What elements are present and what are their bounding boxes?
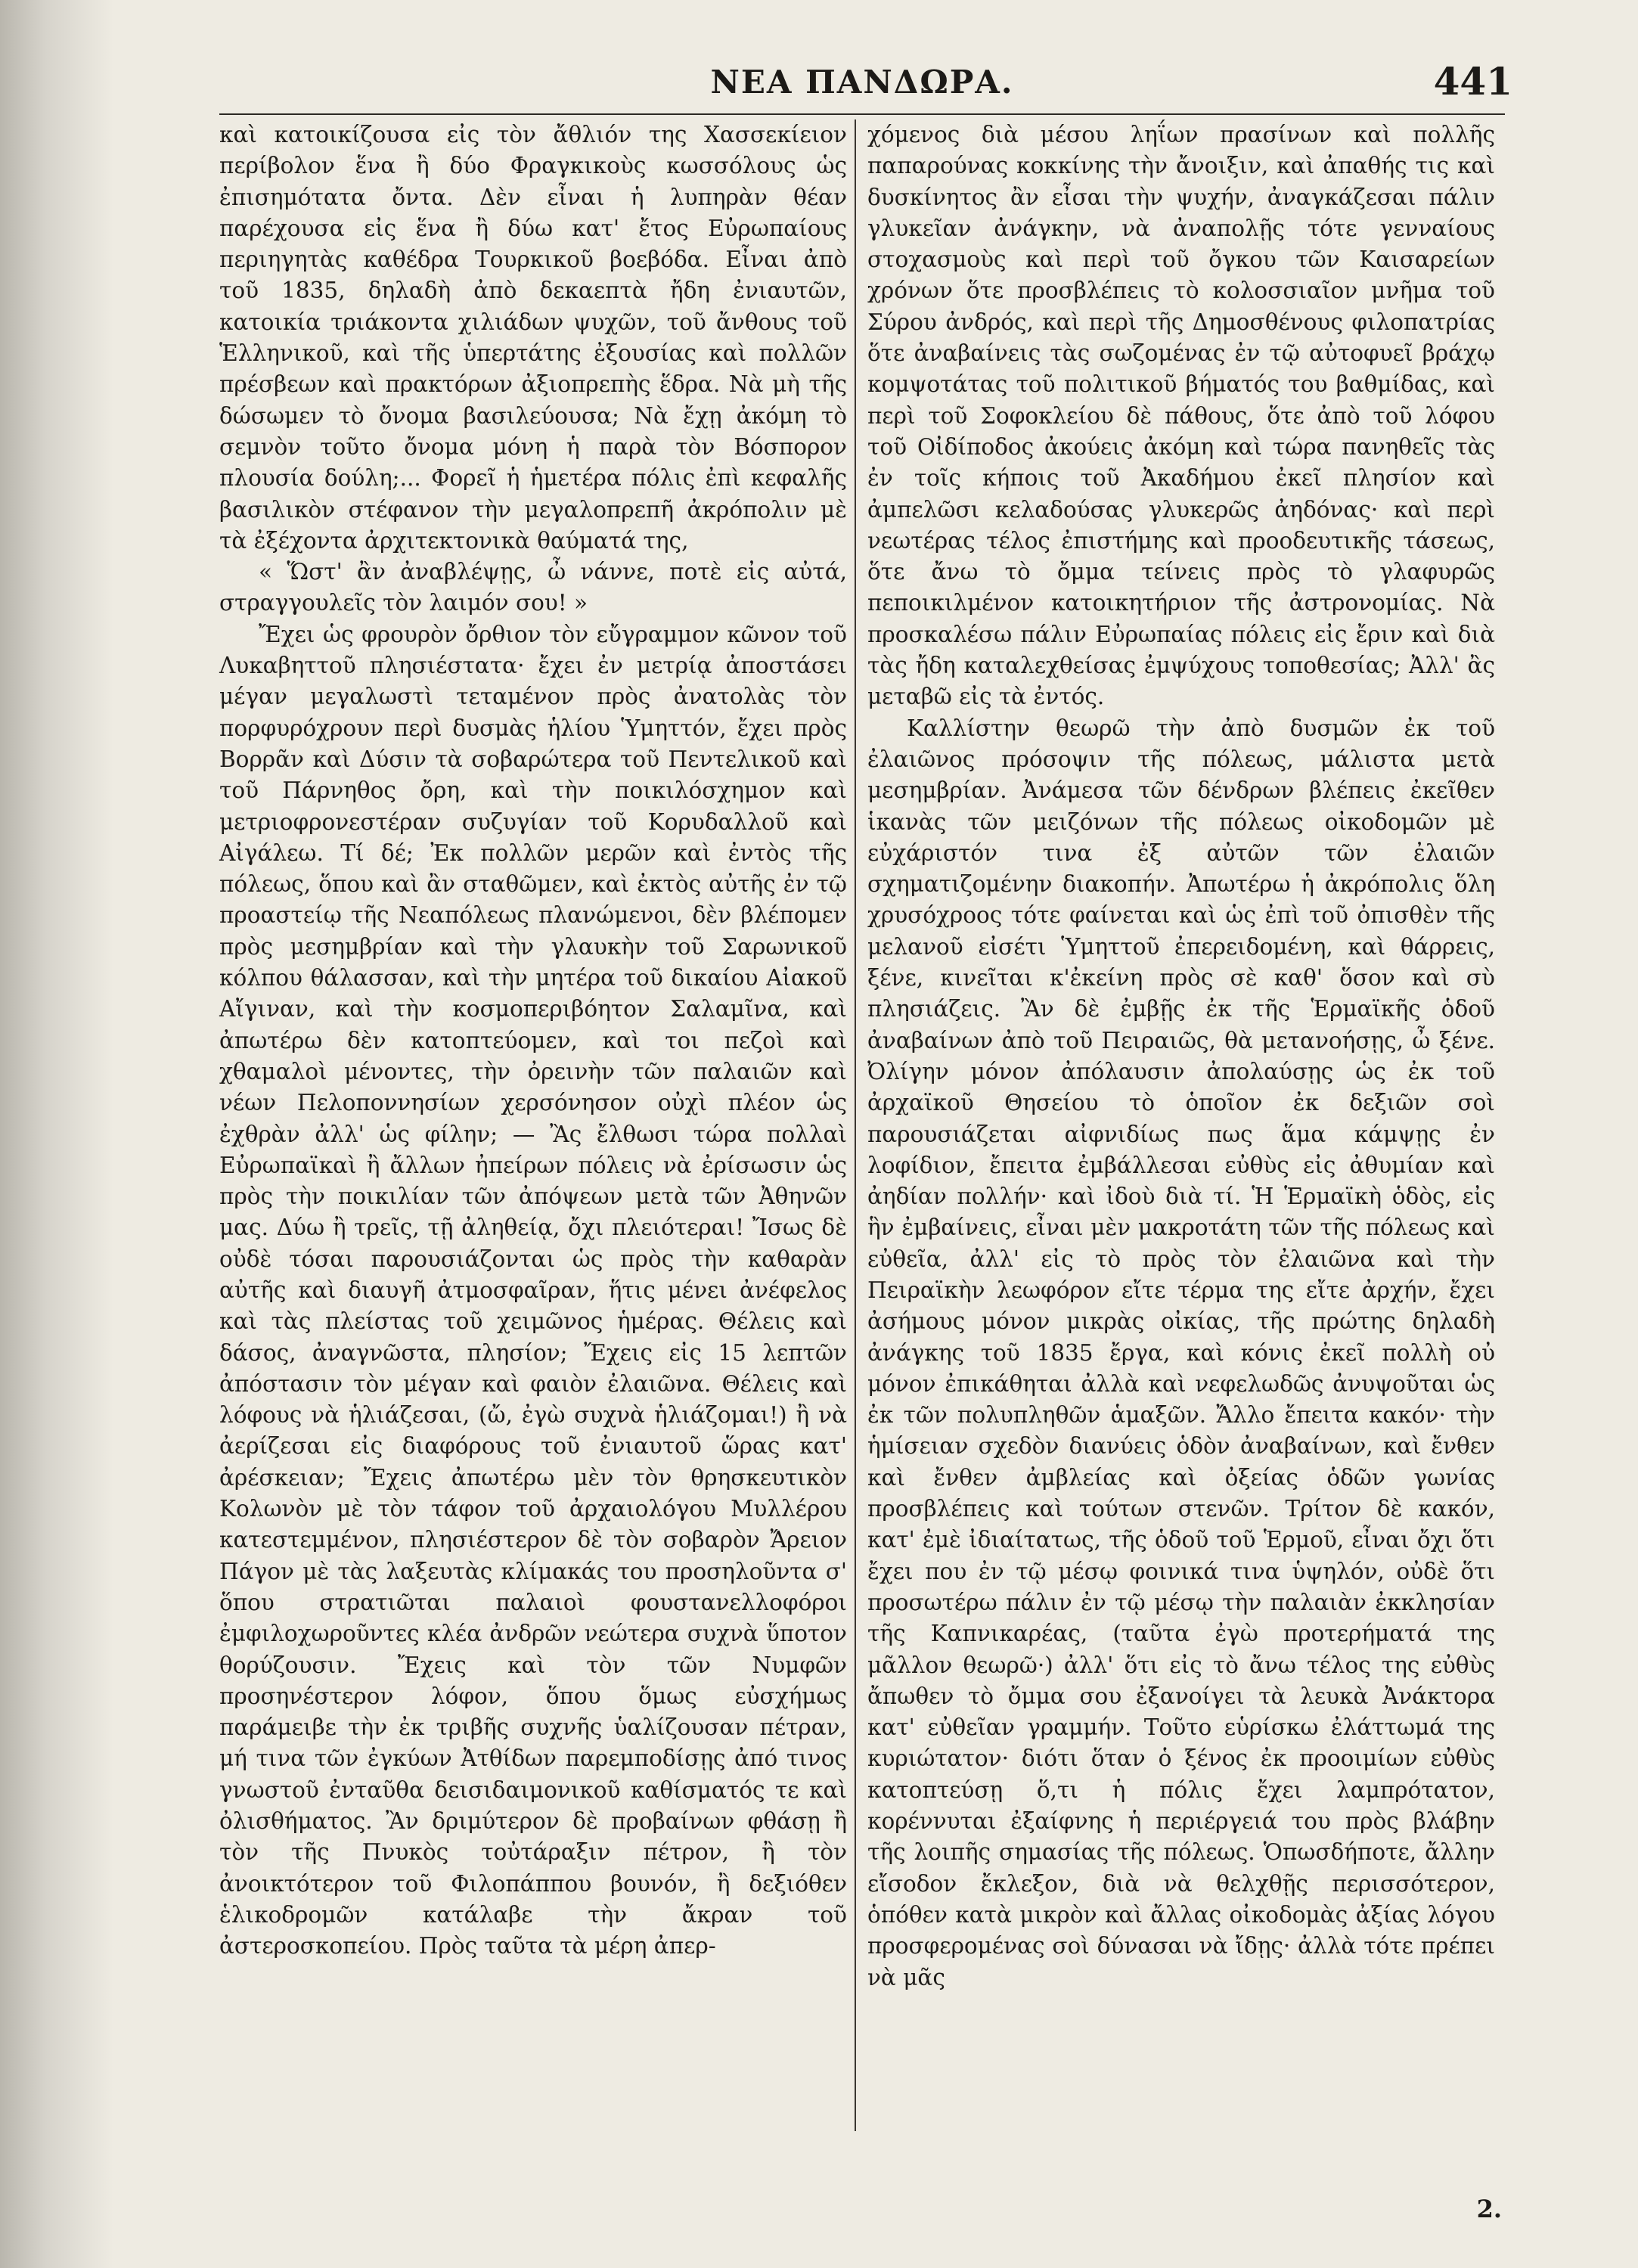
left-column bbox=[219, 119, 847, 1962]
left-paragraph-1: καὶ κατοικίζουσα εἰς τὸν ἄθλιόν της Χασσεκίειον περίβολον ἕνα ἢ δύο Φραγκικοὺς κωσσόλους ὡς ἐπισημότατα ὄντα. Δὲν εἶναι ἡ λυπηρὰν θέαν παρέχουσα εἰς ἕνα ἢ δύω κατ' ἔτος Εὐρωπαίους περιηγητὰς καθέδρα Τουρκικοῦ βοεβόδα. Εἶναι ἀπὸ τοῦ 1835, δηλαδὴ ἀπὸ δεκαεπτὰ ἤδη ἐνιαυτῶν, κατοικία τριάκοντα χιλιάδων ψυχῶν, τοῦ ἄνθους τοῦ Ἑλληνικοῦ, καὶ τῆς ὑπερτάτης ἐξουσίας καὶ πολλῶν πρέσβεων καὶ πρακτόρων ἀξιοπρεπὴς ἕδρα. Νὰ μὴ τῆς δώσωμεν τὸ ὄνομα βασιλεύουσα; Νὰ ἔχῃ ἀκόμη τὸ σεμνὸν τοῦτο ὄνομα μόνη ἡ παρὰ τὸν Βόσπορον πλουσία δούλη;... Φορεῖ ἡ ἡμετέρα πόλις ἐπὶ κεφαλῆς βασιλικὸν στέφανον τὴν μεγαλοπρεπῆ ἀκρόπολιν μὲ τὰ ἐξέχοντα ἀρχιτεκτονικὰ θαύματά της, bbox=[219, 122, 847, 554]
signature-mark: 2. bbox=[1476, 2195, 1502, 2223]
left-paragraph-3: Ἔχει ὡς φρουρὸν ὄρθιον τὸν εὔγραμμον κῶνον τοῦ Λυκαβηττοῦ πλησιέστατα· ἔχει ἐν μετρίᾳ ἀποστάσει μέγαν μεγαλωστὶ τεταμένον πρὸς ἀνατολὰς τὸν πορφυρόχρουν περὶ δυσμὰς ἡλίου Ὑμηττόν, ἔχει πρὸς Βορρᾶν καὶ Δύσιν τὰ σοβαρώτερα τοῦ Πεντελικοῦ καὶ τοῦ Πάρνηθος ὄρη, καὶ τὴν ποικιλόσχημον καὶ μετριοφρονεστέραν συζυγίαν τοῦ Κορυδαλλοῦ καὶ Αἰγάλεω. Τί δέ; Ἐκ πολλῶν μερῶν καὶ ἐντὸς τῆς πόλεως, ὅπου καὶ ἂν σταθῶμεν, καὶ ἐκτὸς αὐτῆς ἐν τῷ προαστείῳ τῆς Νεαπόλεως πλανώμενοι, δὲν βλέπομεν πρὸς μεσημβρίαν καὶ τὴν γλαυκὴν τοῦ Σαρωνικοῦ κόλπου θάλασσαν, καὶ τὴν μητέρα τοῦ δικαίου Αἰακοῦ Αἴγιναν, καὶ τὴν κοσμοπεριβόητον Σαλαμῖνα, καὶ ἀπωτέρω δὲν κατοπτεύομεν, καὶ τοι πεζοὶ καὶ χθαμαλοὶ μένοντες, τὴν ὀρεινὴν τῶν παλαιῶν καὶ νέων Πελοποννησίων χερσόνησον οὐχὶ πλέον ὡς ἐχθρὰν ἀλλ' ὡς φίλην; — Ἂς ἔλθωσι τώρα πολλαὶ Εὐρωπαϊκαὶ ἢ ἄλλων ἠπείρων πόλεις νὰ ἐρίσωσιν ὡς πρὸς τὴν ποικιλίαν τῶν ἀπόψεων μετὰ τῶν Ἀθηνῶν μας. Δύω ἢ τρεῖς, τῇ ἀληθείᾳ, ὄχι πλειότεραι! Ἴσως δὲ οὐδὲ τόσαι παρουσιάζονται ὡς πρὸς τὴν καθαρὰν αὐτῆς καὶ διαυγῆ ἀτμοσφαῖραν, ἥτις μένει ἀνέφελος καὶ τὰς πλείστας τοῦ χειμῶνος ἡμέρας. Θέλεις καὶ δάσος, ἀναγνῶστα, πλησίον; Ἔχεις εἰς 15 λεπτῶν ἀπόστασιν τὸν μέγαν καὶ φαιὸν ἐλαιῶνα. Θέλεις καὶ λόφους νὰ ἡλιάζεσαι, (ὤ, ἐγὼ συχνὰ ἡλιάζομαι!) ἢ νὰ ἀερίζεσαι εἰς διαφόρους τοῦ ἐνιαυτοῦ ὥρας κατ' ἀρέσκειαν; Ἔχεις ἀπωτέρω μὲν τὸν θρησκευτικὸν Κολωνὸν μὲ τὸν τάφον τοῦ ἀρχαιολόγου Μυλλέρου κατεστεμμένον, πλησιέστερον δὲ τὸν σοβαρὸν Ἄρειον Πάγον μὲ τὰς λαξευτὰς κλίμακάς του προσηλοῦντα σ' ὅπου στρατιῶται παλαιοὶ φουστανελλοφόροι ἐμφιλοχωροῦντες κλέα ἀνδρῶν νεώτερα συχνὰ ὕποτον θορύζουσιν. Ἔχεις καὶ τὸν τῶν Νυμφῶν προσηνέστερον λόφον, ὅπου ὅμως εὐσχήμως παράμειβε τὴν ἐκ τριβῆς συχνῆς ὑαλίζουσαν πέτραν, μή τινα τῶν ἐγκύων Ἀτθίδων παρεμποδίσῃς ἀπό τινος γνωστοῦ ἐνταῦθα δεισιδαιμονικοῦ καθίσματός τε καὶ ὀλισθήματος. Ἂν δριμύτερον δὲ προβαίνων φθάσῃ ἢ τὸν τῆς Πνυκὸς τοὐτάραξιν πέτρον, ἢ τὸν ἀνοικτότερον τοῦ Φιλοπάππου βουνόν, ἢ δεξιόθεν ἑλικοδρομῶν κατάλαβε τὴν ἄκραν τοῦ ἀστεροσκοπείου. Πρὸς ταῦτα τὰ μέρη ἀπερ- bbox=[219, 621, 847, 1959]
running-title: ΝΕΑ ΠΑΝΔΩΡΑ. bbox=[710, 64, 1014, 101]
right-paragraph-1: χόμενος διὰ μέσου ληΐων πρασίνων καὶ πολλῆς παπαρούνας κοκκίνης τὴν ἄνοιξιν, καὶ ἀπαθής τις καὶ δυσκίνητος ἂν εἶσαι τὴν ψυχήν, ἀναγκάζεσαι πάλιν γλυκεῖαν ἀνάγκην, νὰ ἀναπολῇς τότε γενναίους στοχασμοὺς καὶ περὶ τοῦ ὄγκου τῶν Καισαρείων χρόνων ὅτε προσβλέπεις τὸ κολοσσιαῖον μνῆμα τοῦ Σύρου ἀνδρός, καὶ περὶ τῆς Δημοσθένους φιλοπατρίας ὅτε ἀναβαίνεις τὰς σωζομένας ἐν τῷ αὐτοφυεῖ βράχῳ κομψοτάτας τοῦ πολιτικοῦ βήματός του βαθμίδας, καὶ περὶ τοῦ Σοφοκλείου δὲ πάθους, ὅτε ἀπὸ τοῦ λόφου τοῦ Οἰδίποδος ἀκούεις ἀκόμη καὶ τώρα πανηθεῖς τὰς ἐν τοῖς κήποις τοῦ Ἀκαδήμου ἐκεῖ πλησίον καὶ ἀμπελῶσι κελαδούσας γλυκερῶς ἀηδόνας· καὶ περὶ νεωτέρας τέλος ἐπιστήμης καὶ προοδευτικῆς τάσεως, ὅτε ἄνω τὸ ὄμμα τείνεις πρὸς τὸ γλαφυρῶς πεποικιλμένον κατοικητήριον τῆς ἀστρονομίας. Νὰ προσκαλέσω πάλιν Εὐρωπαίας πόλεις εἰς ἔριν καὶ διὰ τὰς ἤδη καταλεχθείσας ἐμψύχους τοποθεσίας; Ἀλλ' ἂς μεταβῶ εἰς τὰ ἐντός. bbox=[867, 122, 1495, 710]
page-binding-shadow bbox=[0, 0, 113, 2268]
column-divider bbox=[855, 119, 856, 2131]
header-rule bbox=[219, 113, 1505, 115]
page-header bbox=[219, 59, 1512, 109]
right-paragraph-2: Καλλίστην θεωρῶ τὴν ἀπὸ δυσμῶν ἐκ τοῦ ἐλαιῶνος πρόσοψιν τῆς πόλεως, μάλιστα μετὰ μεσημβρίαν. Ἀνάμεσα τῶν δένδρων βλέπεις ἐκεῖθεν ἱκανὰς τῶν μειζόνων τῆς πόλεως οἰκοδομῶν μὲ εὐχάριστόν τινα ἐξ αὐτῶν τῶν ἐλαιῶν σχηματιζομένην διακοπήν. Ἀπωτέρω ἡ ἀκρόπολις ὅλη χρυσόχροος τότε φαίνεται καὶ ὡς ἐπὶ τοῦ ὀπισθὲν τῆς μελανοῦ εἰσέτι Ὑμηττοῦ ἐπερειδομένη, καὶ θάρρεις, ξένε, κινεῖται κ'ἐκείνη πρὸς σὲ καθ' ὅσον καὶ σὺ πλησιάζεις. Ἂν δὲ ἐμβῇς ἐκ τῆς Ἑρμαϊκῆς ὁδοῦ ἀναβαίνων ἀπὸ τοῦ Πειραιῶς, θὰ μετανοήσῃς, ὦ ξένε. Ὀλίγην μόνον ἀπόλαυσιν ἀπολαύσῃς ὡς ἐκ τοῦ ἀρχαϊκοῦ Θησείου τὸ ὁποῖον ἐκ δεξιῶν σοὶ παρουσιάζεται αἰφνιδίως πως ἅμα κάμψῃς ἐν λοφίδιον, ἔπειτα ἐμβάλλεσαι εὐθὺς εἰς ἀθυμίαν καὶ ἀηδίαν πολλήν· καὶ ἰδοὺ διὰ τί. Ἡ Ἑρμαϊκὴ ὁδὸς, εἰς ἣν ἐμβαίνεις, εἶναι μὲν μακροτάτη τῶν τῆς πόλεως καὶ εὐθεῖα, ἀλλ' εἰς τὸ πρὸς τὸν ἐλαιῶνα καὶ τὴν Πειραϊκὴν λεωφόρον εἴτε τέρμα της εἴτε ἀρχήν, ἔχει ἀσήμους μόνον μικρὰς οἰκίας, τῆς πρώτης δηλαδὴ ἀνάγκης τοῦ 1835 ἔργα, καὶ κόνις ἐκεῖ πολλὴ οὐ μόνον ἐπικάθηται ἀλλὰ καὶ νεφελωδῶς ἀνυψοῦται ὡς ἐκ τῶν πολυπληθῶν ἁμαξῶν. Ἄλλο ἔπειτα κακόν· τὴν ἡμίσειαν σχεδὸν διανύεις ὁδὸν ἀναβαίνων, καὶ ἔνθεν καὶ ἔνθεν ἀμβλείας καὶ ὀξείας ὁδῶν γωνίας προσβλέπεις καὶ τούτων στενῶν. Τρίτον δὲ κακόν, κατ' ἐμὲ ἰδιαίτατως, τῆς ὁδοῦ τοῦ Ἑρμοῦ, εἶναι ὄχι ὅτι ἔχει που ἐν τῷ μέσῳ φοινικά τινα ὑψηλόν, οὐδὲ ὅτι προσωτέρω πάλιν ἐν τῷ μέσῳ τὴν παλαιὰν ἐκκλησίαν τῆς Καπνικαρέας, (ταῦτα ἐγὼ προτερήματά της μᾶλλον θεωρῶ·) ἀλλ' ὅτι εἰς τὸ ἄνω τέλος της εὐθὺς ἄπωθεν τὸ ὄμμα σου ἐξανοίγει τὰ λευκὰ Ἀνάκτορα κατ' εὐθεῖαν γραμμήν. Τοῦτο εὑρίσκω ἐλάττωμά της κυριώτατον· διότι ὅταν ὁ ξένος ἐκ προοιμίων εὐθὺς κατοπτεύσῃ ὅ,τι ἡ πόλις ἔχει λαμπρότατον, κορέννυται ἐξαίφνης ἡ περιέργειά του πρὸς βλάβην τῆς λοιπῆς σημασίας τῆς πόλεως. Ὁπωσδήποτε, ἄλλην εἴσοδον ἔκλεξον, διὰ νὰ θελχθῇς περισσότερον, ὁπόθεν κατὰ μικρὸν καὶ ἄλλας οἰκοδομὰς ἀξίας λόγου προσφερομένας σοὶ δύνασαι νὰ ἴδῃς· ἀλλὰ τότε πρέπει νὰ μᾶς bbox=[867, 715, 1495, 1990]
page-number: 441 bbox=[1433, 59, 1512, 104]
left-paragraph-quote: « Ὥστ' ἂν ἀναβλέψῃς, ὦ νάννε, ποτὲ εἰς αὐτά, στραγγουλεῖς τὸν λαιμόν σου! » bbox=[219, 559, 847, 616]
right-column bbox=[867, 119, 1495, 1993]
